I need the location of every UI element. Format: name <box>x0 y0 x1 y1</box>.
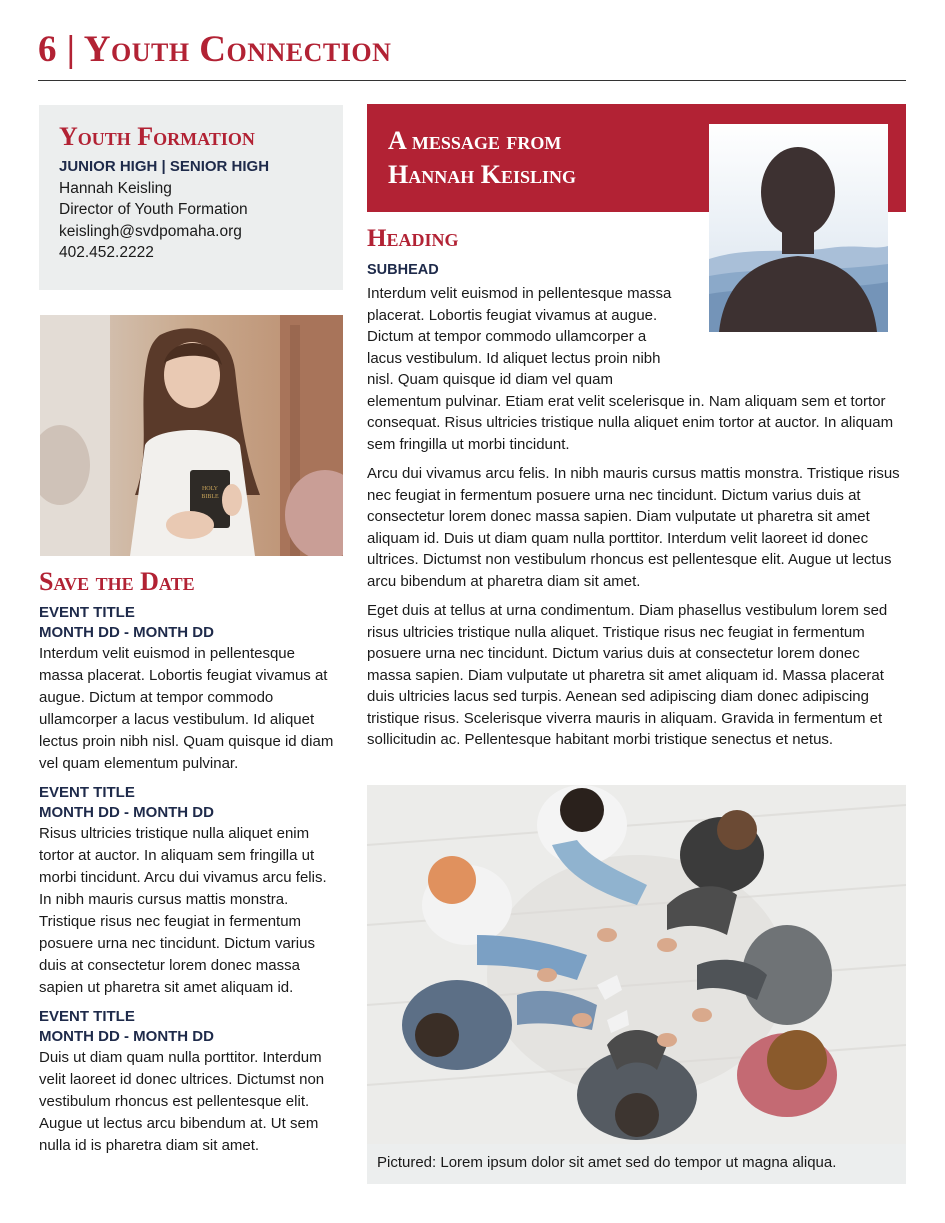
group-prayer-photo <box>367 785 906 1144</box>
event-item <box>39 783 343 999</box>
contact-phone: 402.452.2222 <box>59 244 154 262</box>
bible-cover-text-2: BIBLE <box>201 494 219 500</box>
event-title: EVENT TITLE <box>39 1007 135 1025</box>
contact-role: Director of Youth Formation <box>59 201 248 219</box>
save-the-date-section <box>39 568 343 1165</box>
group-prayer-illustration <box>367 785 906 1144</box>
article-heading: Heading <box>367 225 459 252</box>
page-title: 6 | Youth Connection <box>38 29 392 70</box>
article-subhead: SUBHEAD <box>367 262 439 278</box>
event-dates: MONTH DD - MONTH DD <box>39 1027 214 1045</box>
event-item <box>39 1007 343 1157</box>
contact-name: Hannah Keisling <box>59 179 172 197</box>
article-paragraph: Arcu dui vivamus arcu felis. In nibh mauris cursus mattis monstra. Tristique risus nec feugiat in fermentum posuere urna nec tincidunt. Dictum varius duis at consectetur lorem donec massa sapien. Diam vulputate ut pharetra sit amet aliquam id. Duis ut diam quam nulla porttitor. Interdum velit laoreet id donec ultrices. Dictumst non vestibulum rhoncus est pellentesque elit. Augue ut lectus arcu bibendum at pharetra diam sit amet. <box>367 465 900 590</box>
girl-with-bible-illustration <box>40 315 343 556</box>
event-description: Duis ut diam quam nulla porttitor. Interdum velit laoreet id donec ultrices. Dictumst non vestibulum rhoncus est pellentesque elit. Augue ut lectus arcu bibendum at. Ut sem nulla id is pharetra diam sit amet. <box>39 1048 325 1154</box>
portrait-wrap-spacer <box>674 283 906 371</box>
contact-email[interactable]: keislingh@svdpomaha.org <box>59 222 242 240</box>
title-divider <box>38 80 906 81</box>
banner-line-2: Hannah Keisling <box>388 160 576 189</box>
article-paragraph: Eget duis at tellus at urna condimentum. Diam phasellus vestibulum lorem sed risus ultricies tristique nulla aliquet. Tristique risus nec feugiat in fermentum posuere urna nec tincidunt. Dictum varius duis at consectetur lorem donec massa sapien. Diam vulputate ut pharetra sit amet aliquam id. Massa placerat duis ultricies lacus sed turpis. Aenean sed adipiscing diam donec adipiscing tristique risus. Scelerisque viverra mauris in aliquam. Gravida in fermentum et sollicitudin ac. Pellentesque habitant morbi tristique senectus et netus. <box>367 602 888 748</box>
photo-caption: Pictured: Lorem ipsum dolor sit amet sed do tempor ut magna aliqua. <box>367 1144 906 1184</box>
event-description: Risus ultricies tristique nulla aliquet enim tortor at auctor. In aliquam sem fringilla ut morbi tincidunt. Arcu dui vivamus arcu felis. In nibh mauris cursus mattis monstra. Tristique risus nec feugiat in fermentum posuere urna nec tincidunt. Dictum varius duis at consectetur lorem donec massa sapien ut pharetra sit amet aliquam id. <box>39 824 327 996</box>
youth-formation-heading: Youth Formation <box>59 122 255 151</box>
bible-cover-text-1: HOLY <box>201 486 219 492</box>
event-description: Interdum velit euismod in pellentesque massa placerat. Lobortis feugiat vivamus at augue. Dictum at tempor commodo ullamcorper a lacus vestibulum. Id aliquet lectus proin nibh nisl. Quam quisque id diam vel quam elementum pulvinar. <box>39 644 334 772</box>
article-paragraph: Interdum velit euismod in pellentesque massa placerat. Lobortis feugiat vivamus at augue. Dictum at tempor commodo ullamcorper a lacus vestibulum. Id aliquet lectus proin nibh nisl. Quam quisque id diam vel quam elementum pulvinar. Etiam erat velit scelerisque in. Nam aliquam sem et tortor consequat. Risus ultricies tristique nulla aliquet enim tortor at auctor. In aliquam sem fringilla ut morbi tincidunt. <box>367 285 894 453</box>
banner-line-1: A message from <box>388 126 562 155</box>
event-item <box>39 603 343 775</box>
event-title: EVENT TITLE <box>39 783 135 801</box>
event-title: EVENT TITLE <box>39 603 135 621</box>
article-body <box>367 283 906 759</box>
save-the-date-heading: Save the Date <box>39 567 195 596</box>
grade-levels: JUNIOR HIGH | SENIOR HIGH <box>59 157 270 175</box>
girl-with-bible-photo <box>40 315 343 556</box>
event-dates: MONTH DD - MONTH DD <box>39 803 214 821</box>
youth-formation-box <box>39 105 343 290</box>
event-dates: MONTH DD - MONTH DD <box>39 623 214 641</box>
